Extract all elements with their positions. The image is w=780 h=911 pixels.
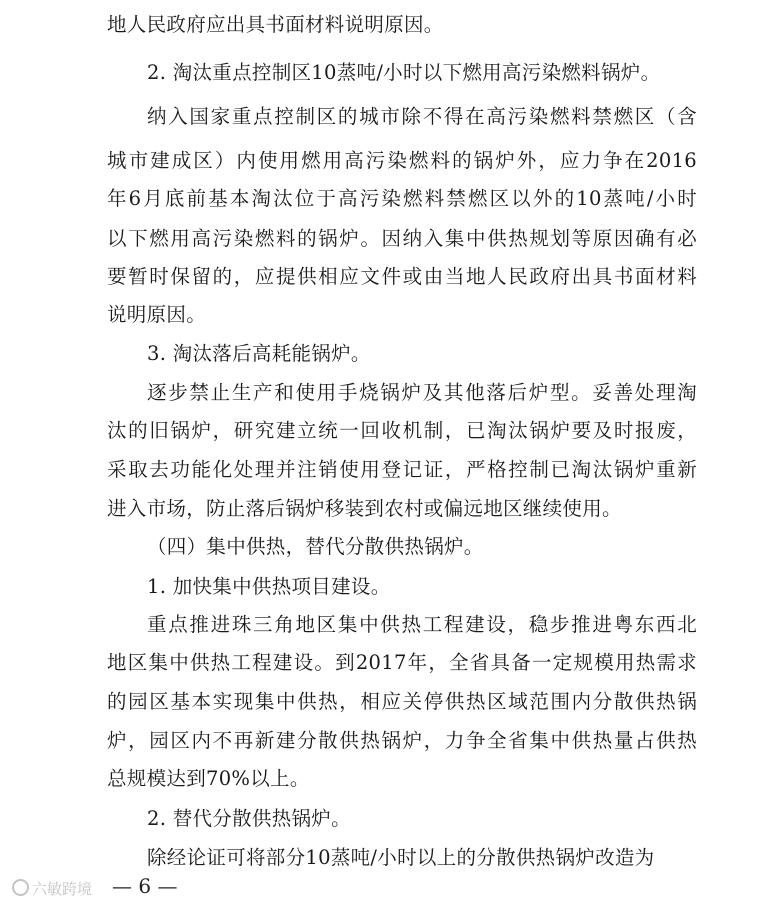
- text-line: 地人民政府应出具书面材料说明原因。: [107, 13, 444, 36]
- text-line: 的园区基本实现集中供热，相应关停供热区域范围内分散供热锅: [107, 690, 697, 713]
- text-line: 除经论证可将部分10蒸吨/小时以上的分散供热锅炉改造为: [147, 846, 655, 869]
- text-line: 总规模达到70%以上。: [107, 767, 310, 790]
- text-line: 年6月底前基本淘汰位于高污染燃料禁燃区以外的10蒸吨/小时: [107, 187, 697, 210]
- watermark-logo-icon: [12, 879, 29, 896]
- section-heading: （四）集中供热，替代分散供热锅炉。: [147, 535, 484, 558]
- text-line: 地区集中供热工程建设。到2017年，全省具备一定规模用热需求: [107, 651, 697, 674]
- list-heading: 1. 加快集中供热项目建设。: [147, 575, 391, 598]
- text-line: 汰的旧锅炉，研究建立统一回收机制，已淘汰锅炉要及时报废，: [107, 419, 697, 442]
- page-number: — 6 —: [112, 874, 178, 898]
- text-line: 进入市场，防止落后锅炉移装到农村或偏远地区继续使用。: [107, 497, 622, 520]
- watermark: [12, 878, 92, 899]
- text-line: 城市建成区）内使用燃用高污染燃料的锅炉外，应力争在2016: [107, 149, 697, 172]
- text-line: 逐步禁止生产和使用手烧锅炉及其他落后炉型。妥善处理淘: [147, 381, 697, 404]
- text-line: 说明原因。: [107, 303, 207, 326]
- text-line: 重点推进珠三角地区集中供热工程建设，稳步推进粤东西北: [147, 613, 697, 636]
- watermark-text: 六敏跨境: [32, 880, 93, 898]
- text-line: 纳入国家重点控制区的城市除不得在高污染燃料禁燃区（含: [147, 105, 697, 128]
- list-heading: 2. 替代分散供热锅炉。: [147, 807, 351, 830]
- list-heading: 2. 淘汰重点控制区10蒸吨/小时以下燃用高污染燃料锅炉。: [147, 61, 661, 84]
- text-line: 以下燃用高污染燃料的锅炉。因纳入集中供热规划等原因确有必: [107, 227, 697, 250]
- text-line: 要暂时保留的，应提供相应文件或由当地人民政府出具书面材料: [107, 265, 697, 288]
- text-line: 炉，园区内不再新建分散供热锅炉，力争全省集中供热量占供热: [107, 729, 697, 752]
- text-line: 采取去功能化处理并注销使用登记证，严格控制已淘汰锅炉重新: [107, 458, 697, 481]
- list-heading: 3. 淘汰落后高耗能锅炉。: [147, 342, 371, 365]
